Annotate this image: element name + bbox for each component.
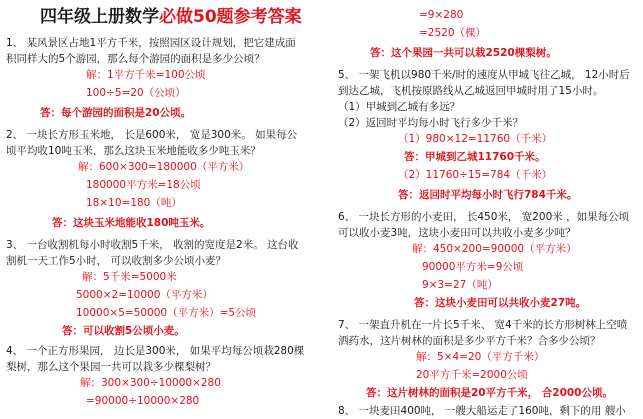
title-part1: 四年级上册数学 [40, 7, 159, 27]
q3-answer: 答：可以收割5公顷小麦。 [62, 325, 185, 337]
q6-work1: 解：450×200=90000（平方米） [412, 243, 577, 255]
q4-work-line1: 解：300×300÷10000×280 [80, 377, 221, 389]
page-title [40, 6, 302, 28]
q3-work-line2: 5000×2=10000（平方米） [76, 289, 213, 301]
q2-work-line1: 解：600×300=180000（平方米） [78, 161, 250, 173]
title-part2: 必做50题参考答案 [159, 7, 302, 27]
q7-work1: 解：5×4=20（平方千米） [416, 351, 545, 363]
q4-work-line2: =90000÷10000×280 [86, 395, 200, 407]
q1-work-line2: 100÷5=20（公顷） [86, 87, 186, 99]
q5-work1: （1）980×12=11760（千米） [398, 133, 553, 145]
q4-cont-work-line1: =9×280 [419, 9, 464, 21]
q2-question-line2: 顷平均收10吨玉米，那么这块玉米地能收多少吨玉米？ [6, 145, 261, 157]
q5-work2: （2）11760÷15=784（千米） [398, 169, 553, 181]
q2-question-line1: 2、 一块长方形玉米地， 长是600米， 宽是300米。 如果每公 [6, 129, 298, 141]
q1-answer: 答：每个游园的面积是20公顷。 [40, 107, 192, 119]
q4-answer: 答：这个果园一共可以栽2520棵梨树。 [370, 47, 557, 59]
q5-question-line2: 到达乙城，飞机按原路线从乙城返回甲城时用了15小时。 [338, 85, 604, 97]
q1-work-line1: 解：1平方千米=100公顷 [86, 69, 206, 81]
q3-question-line2: 割机一天工作5小时， 可以收割多少公顷小麦？ [6, 255, 227, 267]
q5-answer2: 答：返回时平均每小时飞行784千米。 [398, 189, 578, 201]
q6-work3: 9×3=27（吨） [422, 279, 498, 291]
left-column [0, 0, 322, 411]
q7-answer: 答：这片树林的面积是20平方千米， 合2000公顷。 [366, 387, 613, 399]
q7-question-line1: 7、 一架直升机在一片长5千米、 宽4千米的长方形树林上空喷 [338, 319, 628, 331]
q3-work-line3: 10000×5=50000（平方米）=5公顷 [76, 307, 257, 319]
q4-question-line2: 梨树，那么这个果园一共可以栽多少棵梨树？ [6, 361, 216, 373]
q4-question-line1: 4、 一个正方形果园， 边长是300米， 如果平均每公顷栽280棵 [6, 345, 305, 357]
q5-sub2: （2）返回时平均每小时飞行多少千米？ [338, 117, 524, 129]
q5-sub1: （1）甲城到乙城有多远？ [338, 101, 461, 113]
q5-question-line1: 5、 一架飞机以980千米/时的速度从甲城飞往乙城， 12小时后 [338, 69, 630, 81]
q6-answer: 答：这块小麦田可以共收小麦27吨。 [414, 297, 587, 309]
q8-question-line1: 8、 一块麦田400吨， 一艘大船运走了160吨，剩下的用 艘小 [338, 405, 626, 417]
q2-answer: 答：这块玉米地能收180吨玉米。 [52, 217, 211, 229]
q6-question-line1: 6、 一块长方形的小麦田， 长450米， 宽200米 ，如果每公顷 [338, 211, 630, 223]
q5-answer1: 答：甲城到乙城11760千米。 [404, 151, 546, 163]
right-column [330, 0, 643, 417]
q3-work-line1: 解：5千米=5000米 [82, 271, 177, 283]
q7-question-line2: 洒药水，这片树林的面积是多少平方千米？合多少公顷？ [338, 335, 601, 347]
q2-work-line2: 180000平方米=18公顷 [86, 179, 201, 191]
q6-work2: 90000平方米=9公顷 [422, 261, 524, 273]
q4-cont-work-line2: =2520（棵） [419, 27, 487, 39]
q1-question-line1: 1、 某风景区占地1平方千米，按照园区设计规划，把它建成面 [6, 37, 296, 49]
q1-question-line2: 积同样大的5个游园，那么每个游园的面积是多少公顷？ [6, 53, 265, 65]
q3-question-line1: 3、 一台收割机每小时收割5千米， 收割的宽度是2米。 这台收 [6, 239, 299, 251]
q6-question-line2: 可以收小麦3吨，这块小麦田可以共收小麦多少吨？ [338, 227, 576, 239]
q7-work2: 20平方千米=2000公顷 [416, 369, 528, 381]
q2-work-line3: 18×10=180（吨） [86, 197, 182, 209]
